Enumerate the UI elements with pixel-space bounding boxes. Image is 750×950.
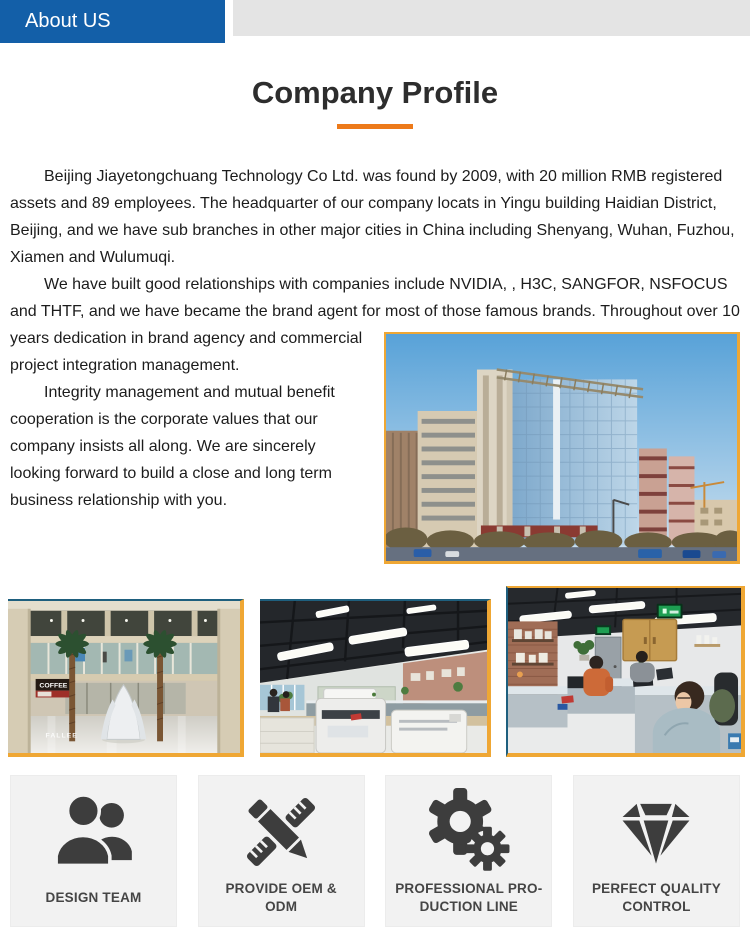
photo-gallery <box>0 570 750 757</box>
paragraph-1-text: Beijing Jiayetongchuang Technology Co Ltd. was found by 2009, with 20 million RMB registered assets and 89 employees. The headquarter of our company locats in Yingu building Haidian District, Beijing, and we have sub branches in other major cities in China including Shenyang, Wuhan, Fuzhou, Xiamen and Wulumuqi. <box>10 168 735 266</box>
diamond-icon <box>612 788 700 876</box>
paragraph-3-text: Integrity management and mutual benefit cooperation is the corporate values that our company insists all along. We are sincerely looking forward to build a close and long term business relationship with you. <box>10 384 335 509</box>
title-accent-bar <box>337 124 413 129</box>
paragraph-2-text-b: Throughout over 10 years dedication in brand agency and commercial project integration management. <box>10 303 740 374</box>
feature-label: PROVIDE OEM & ODM <box>225 881 337 914</box>
open-office-photo <box>260 599 491 757</box>
feature-design-team <box>10 775 177 927</box>
paragraph-2-text-a: We have built good relationships with companies include NVIDIA, , H3C, SANGFOR, NSFOCUS and THTF, and we have became the brand agent for most of those famous brands. <box>10 276 728 320</box>
about-us-tab: About US <box>0 0 225 43</box>
lobby-scene-graphic <box>8 601 240 753</box>
coffee-sign-text: COFFEE <box>39 682 68 690</box>
feature-label: PERFECT QUALITY CONTROL <box>591 881 721 914</box>
photo-watermark-text: FALLEE <box>45 732 78 740</box>
page-title: Company Profile <box>251 75 499 110</box>
pencil-ruler-icon <box>237 788 325 876</box>
header-gray-strip <box>233 0 750 36</box>
gears-icon <box>425 788 513 876</box>
headquarters-building-photo <box>384 332 740 564</box>
feature-oem-odm <box>198 775 365 927</box>
feature-label: PROFESSIONAL PRO- DUCTION LINE <box>395 881 543 914</box>
building-scene-graphic <box>386 334 737 561</box>
feature-label: DESIGN TEAM <box>45 890 142 905</box>
staff-workspace-photo <box>506 586 745 757</box>
paragraph-2 <box>10 271 740 379</box>
feature-boxes <box>0 757 750 927</box>
office-scene-graphic <box>260 601 487 753</box>
workspace-scene-graphic <box>508 588 741 753</box>
section-header <box>0 0 750 43</box>
feature-quality-control <box>573 775 740 927</box>
team-icon <box>50 788 138 876</box>
paragraph-1 <box>10 163 740 271</box>
feature-production-line <box>385 775 552 927</box>
office-lobby-photo <box>8 599 244 757</box>
about-text <box>10 163 740 514</box>
